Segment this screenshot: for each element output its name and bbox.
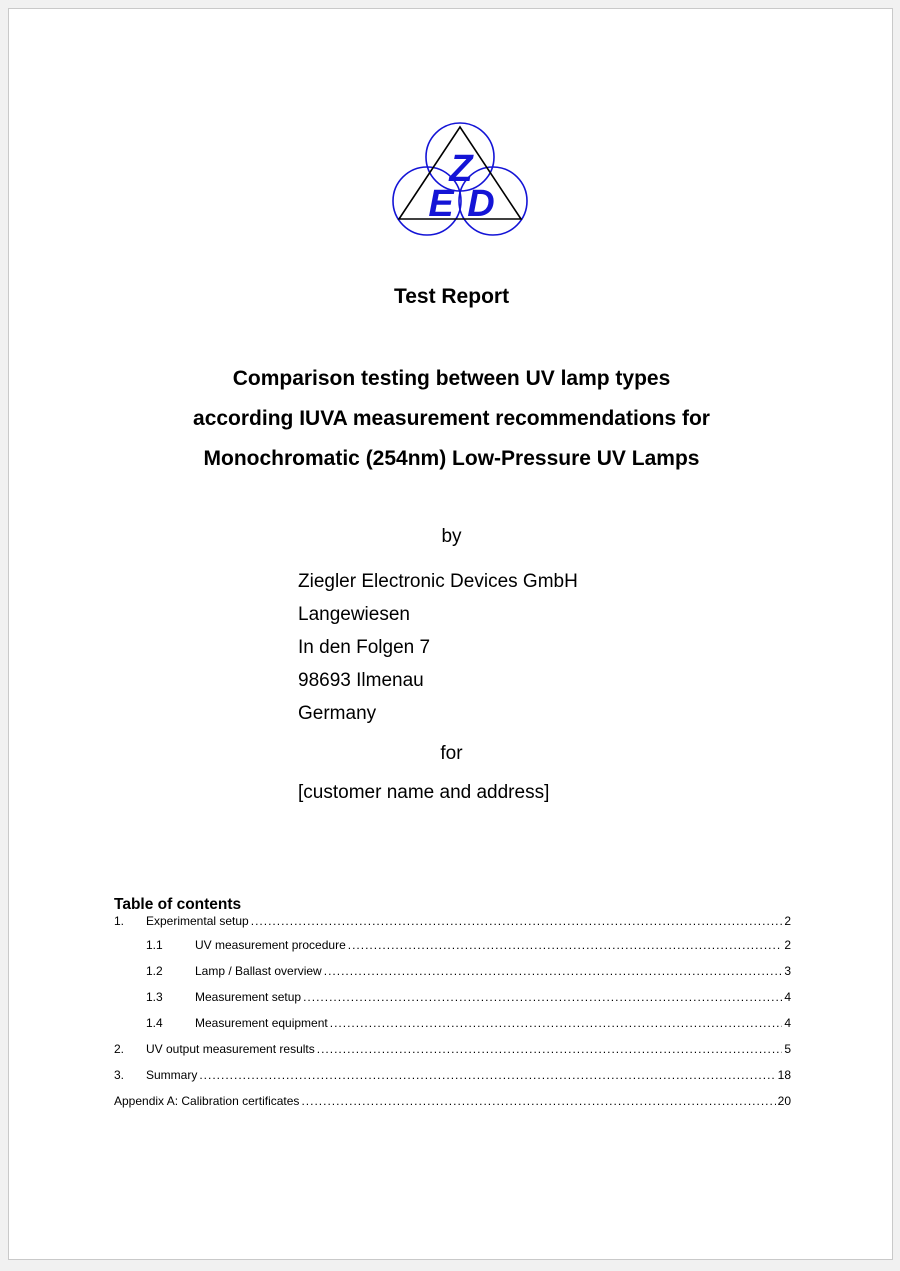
toc-entry-page: 3 (784, 964, 791, 978)
document-page (8, 8, 893, 1260)
address-line: 98693 Ilmenau (298, 670, 424, 691)
toc-leader-dots (330, 1010, 783, 1036)
toc-entry-title: UV measurement procedure (195, 938, 346, 952)
address-line: Germany (298, 703, 377, 724)
toc-entry-number: 1.1 (146, 938, 163, 952)
subtitle-line: according IUVA measurement recommendations for (193, 407, 710, 430)
toc-entry-number: 1.4 (146, 1016, 163, 1030)
address-line: Langewiesen (298, 604, 410, 625)
toc-entry[interactable] (114, 914, 791, 928)
toc-leader-dots (324, 958, 783, 984)
zed-logo (383, 117, 537, 241)
by-label: by (441, 526, 462, 547)
subtitle-line: Comparison testing between UV lamp types (232, 367, 671, 390)
address-line: In den Folgen 7 (298, 637, 431, 658)
toc-entry[interactable] (114, 958, 791, 984)
toc-leader-dots (251, 914, 783, 928)
toc-entry[interactable] (114, 1062, 791, 1088)
toc-heading: Table of contents (114, 896, 242, 913)
table-of-contents (114, 896, 791, 1114)
toc-entry[interactable] (114, 984, 791, 1010)
for-label: for (440, 743, 463, 764)
toc-leader-dots (348, 932, 783, 958)
logo-letter-d: D (467, 183, 495, 225)
toc-entry-title: Measurement equipment (195, 1016, 328, 1030)
toc-entry-page: 18 (777, 1068, 791, 1082)
toc-entry-number: 3. (114, 1068, 125, 1082)
toc-leader-dots (199, 1062, 775, 1088)
author-address (298, 565, 578, 730)
toc-entry-page: 2 (784, 938, 791, 952)
toc-entry-page: 4 (784, 1016, 791, 1030)
toc-entry-title: Experimental setup (146, 914, 249, 928)
toc-entry-page: 4 (784, 990, 791, 1004)
subtitle-line: Monochromatic (254nm) Low-Pressure UV Lamps (203, 447, 700, 470)
toc-entry-title: Measurement setup (195, 990, 302, 1004)
toc-entry-title: Lamp / Ballast overview (195, 964, 322, 978)
toc-entry-number: 1. (114, 914, 125, 928)
toc-entry[interactable] (114, 1010, 791, 1036)
customer-placeholder: [customer name and address] (298, 782, 550, 803)
toc-entry-page: 20 (777, 1094, 791, 1108)
toc-entry-page: 2 (784, 914, 791, 928)
toc-leader-dots (317, 1036, 783, 1062)
logo-letter-z: Z (449, 148, 473, 190)
toc-leader-dots (303, 984, 782, 1010)
toc-entry[interactable] (114, 1088, 791, 1114)
toc-entry-number: 1.2 (146, 964, 163, 978)
toc-entry-page: 5 (784, 1042, 791, 1056)
logo-letter-e: E (428, 183, 454, 225)
toc-entry-number: 2. (114, 1042, 125, 1056)
toc-entry-title: Appendix A: Calibration certificates (114, 1094, 300, 1108)
toc-leader-dots (301, 1088, 775, 1114)
report-title: Test Report (393, 285, 510, 308)
toc-entry-number: 1.3 (146, 990, 163, 1004)
toc-entry[interactable] (114, 932, 791, 958)
toc-entry[interactable] (114, 1036, 791, 1062)
report-subtitle (9, 359, 894, 479)
toc-entry-title: Summary (146, 1068, 198, 1082)
toc-entry-title: UV output measurement results (146, 1042, 315, 1056)
address-line: Ziegler Electronic Devices GmbH (298, 571, 578, 592)
